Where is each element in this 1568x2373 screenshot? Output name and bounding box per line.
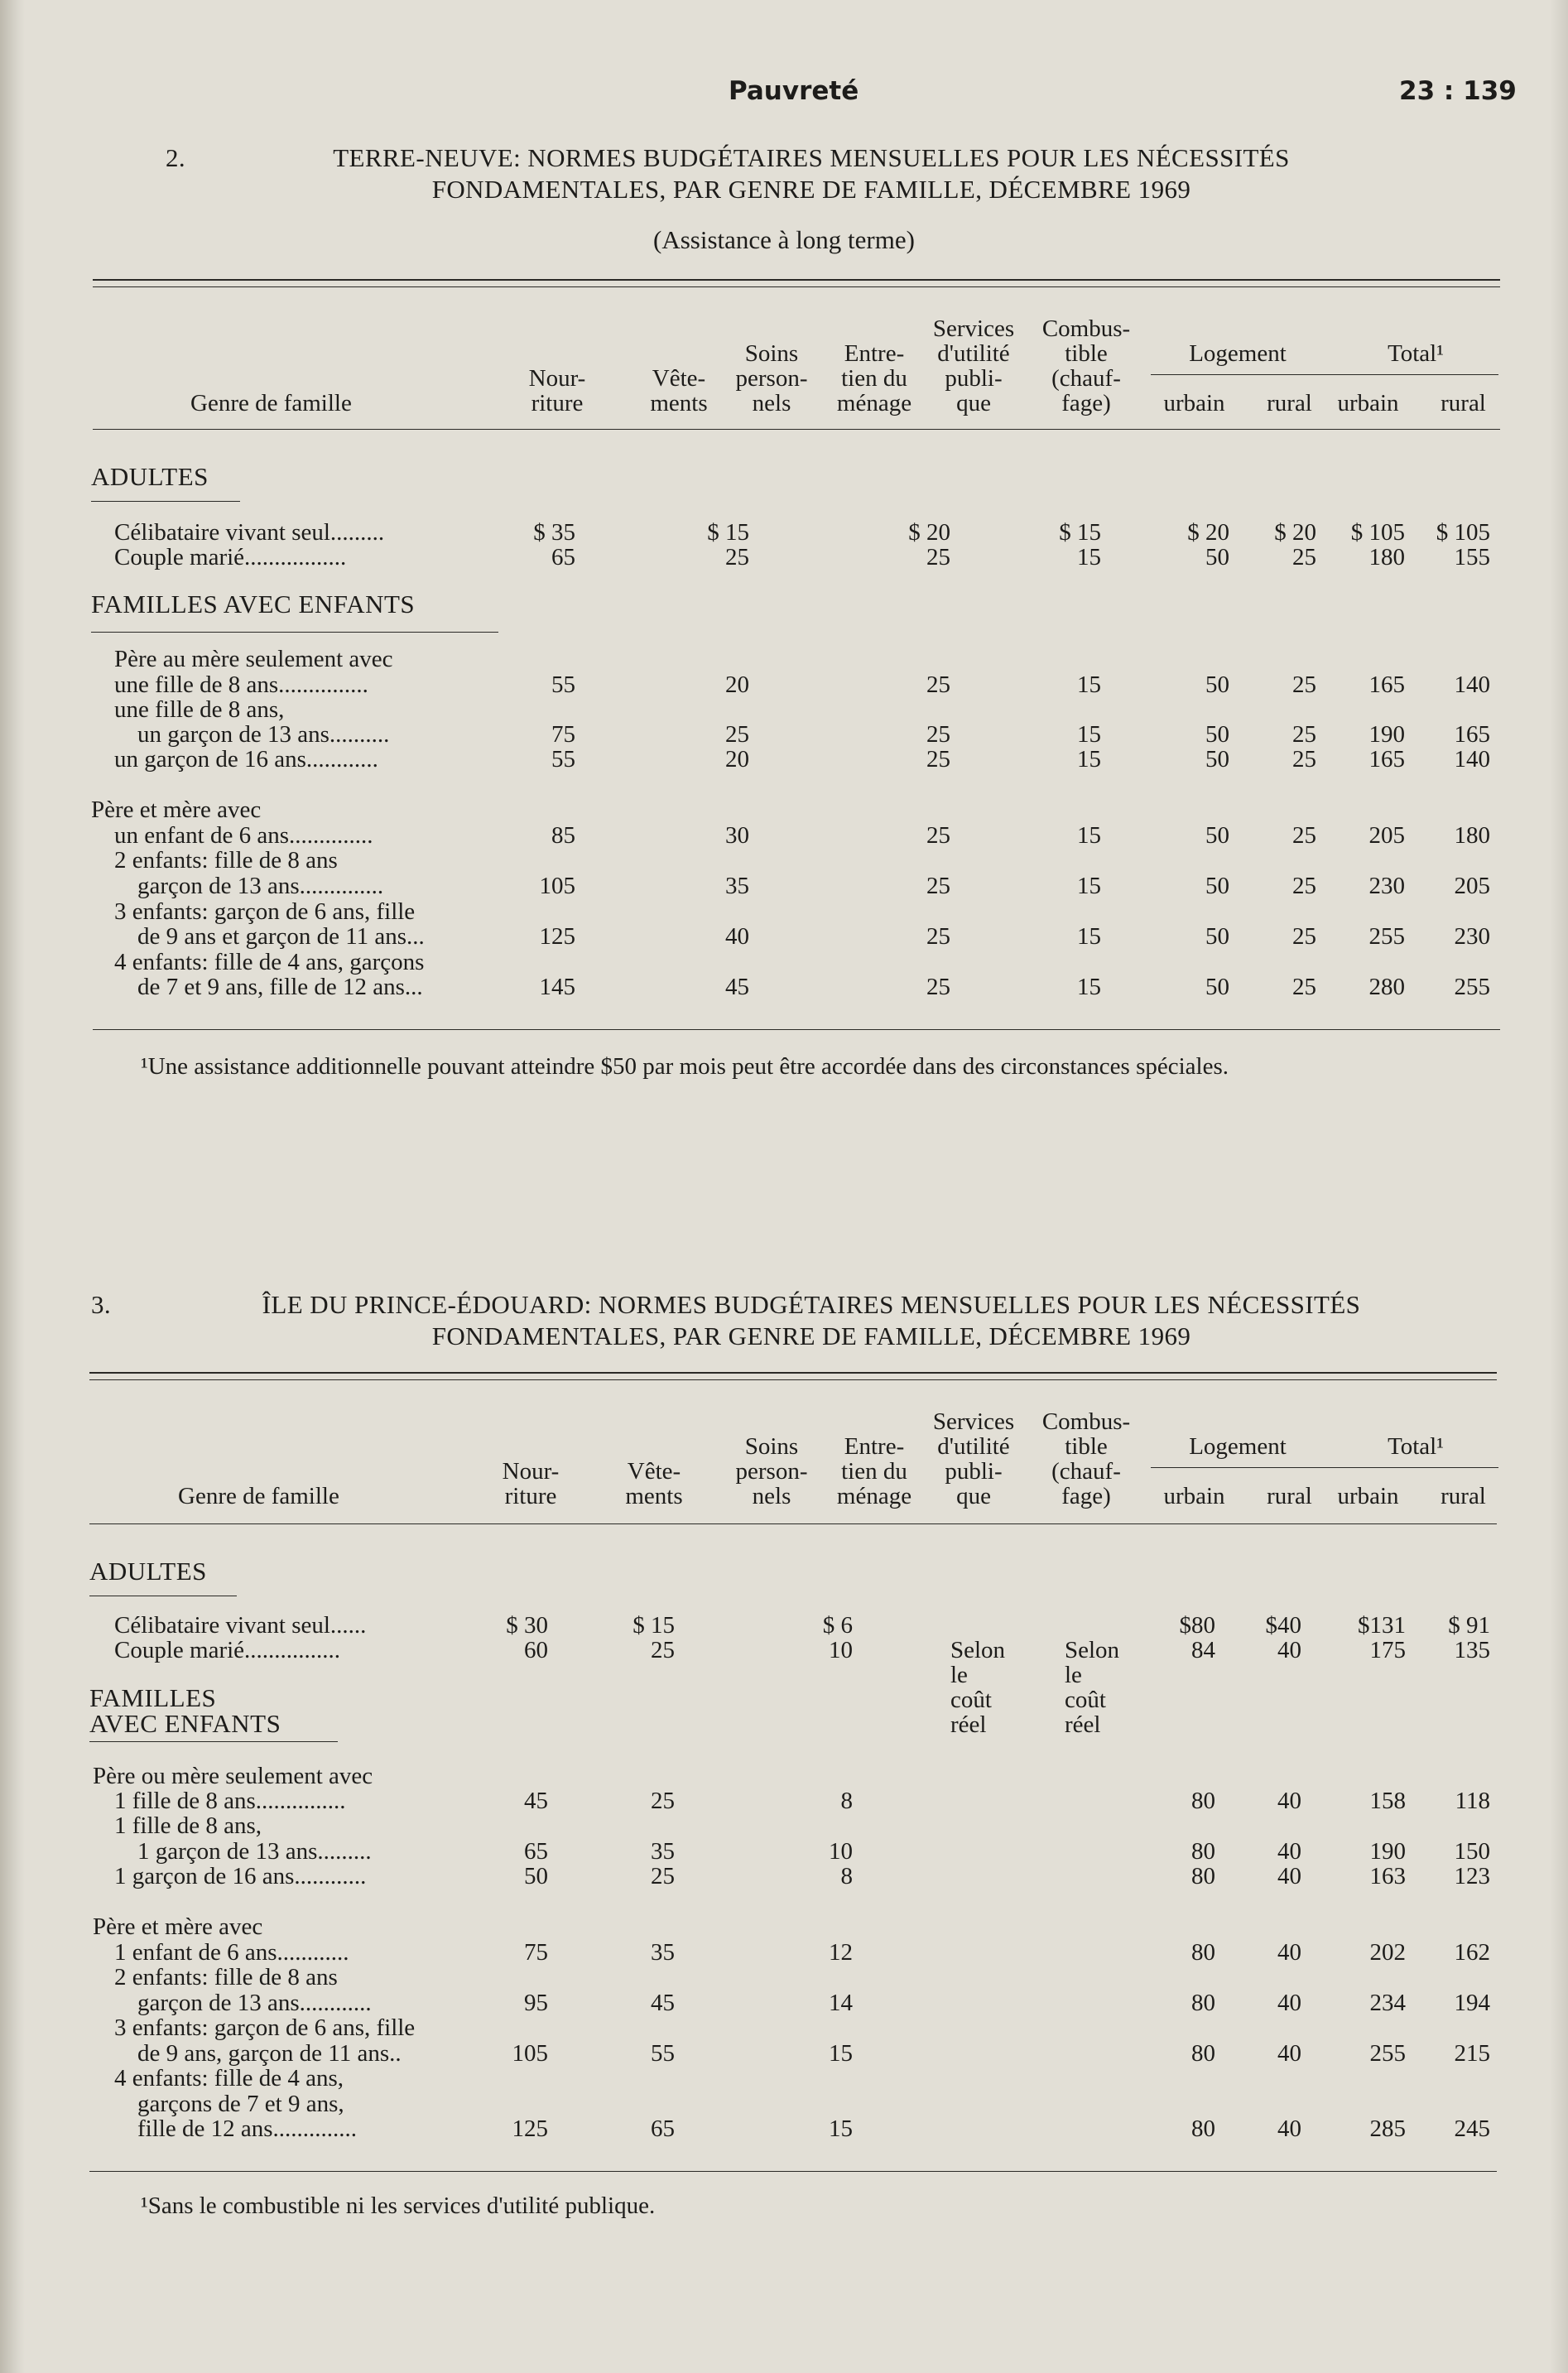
cell: 40 [725,923,749,950]
section-familles-1: FAMILLES [89,1683,217,1712]
header-soins-2: person- [735,1458,808,1485]
cell: 35 [651,1838,675,1865]
cell: 50 [524,1863,548,1889]
header-total: Total¹ [1388,340,1444,367]
cell: 230 [1454,923,1490,950]
header-total-urbain: urbain [1337,390,1399,416]
cell: 12 [829,1939,853,1966]
cell: 8 [840,1788,853,1814]
header-services-4: que [956,390,991,416]
table2-top-rule [93,279,1500,281]
table3-title-line2: FONDAMENTALES, PAR GENRE DE FAMILLE, DÉCEMBRE 1969 [431,1321,1191,1350]
header-entretien-3: ménage [836,1483,912,1509]
table3-header-rule [89,1523,1497,1524]
header-logement-rural: rural [1267,1483,1312,1509]
cell: 80 [1191,2040,1215,2067]
cell: 50 [1205,873,1229,899]
combustible-selon-cout-reel: le [1065,1662,1082,1688]
cell: 40 [1277,1788,1301,1814]
cell: 140 [1454,746,1490,773]
table3-top-rule-2 [89,1379,1497,1380]
header-soins-2: person- [735,365,808,392]
row-label: garçons de 7 et 9 ans, [137,2091,344,2117]
cell: 25 [926,873,950,899]
header-nourriture-2: riture [531,390,584,416]
cell: 190 [1369,1838,1406,1865]
header-combustible-4: fage) [1061,390,1111,416]
cell: $ 105 [1350,519,1405,546]
row-label: 3 enfants: garçon de 6 ans, fille [114,898,416,925]
cell: 95 [524,1990,548,2016]
section-adultes: ADULTES [89,1557,207,1586]
combustible-selon-cout-reel: coût [1065,1687,1106,1713]
row-label: un enfant de 6 ans.............. [114,822,373,849]
cell: 25 [1292,974,1316,1000]
cell: $ 20 [908,519,950,546]
cell: 150 [1454,1838,1490,1865]
services-selon-cout-reel: coût [950,1687,992,1713]
cell: $ 6 [822,1612,853,1639]
row-label: un garçon de 16 ans............ [114,746,378,773]
cell: 234 [1369,1990,1406,2016]
cell: 40 [1277,1838,1301,1865]
row-label: 2 enfants: fille de 8 ans [114,847,338,874]
header-logement-total-rule [1151,1467,1498,1468]
cell: 140 [1454,671,1490,698]
row-label: Couple marié................ [114,1637,341,1663]
cell: 255 [1369,2040,1406,2067]
cell: 50 [1205,544,1229,570]
header-entretien-1: Entre- [844,1433,905,1460]
cell: $ 15 [632,1612,675,1639]
cell: 65 [524,1838,548,1865]
section-familles: FAMILLES AVEC ENFANTS [91,590,416,619]
cell: 25 [926,746,950,773]
header-soins-3: nels [752,1483,791,1509]
row-label: 4 enfants: fille de 4 ans, garçons [114,949,425,975]
row-label: une fille de 8 ans, [114,696,285,723]
header-logement-urbain: urbain [1163,1483,1225,1509]
cell: 25 [926,721,950,748]
header-entretien-2: tien du [841,1458,907,1485]
cell: 80 [1191,1788,1215,1814]
table2-number: 2. [166,143,186,172]
row-label: 2 enfants: fille de 8 ans [114,1964,338,1990]
cell: 50 [1205,721,1229,748]
row-label: garçon de 13 ans............ [137,1990,372,2016]
cell: 45 [725,974,749,1000]
header-services-2: d'utilité [937,1433,1010,1460]
running-header: Pauvreté [729,76,859,106]
table2-bottom-rule [93,1029,1500,1030]
table3-number: 3. [91,1290,112,1319]
row-label: garçon de 13 ans.............. [137,873,384,899]
cell: 15 [829,2115,853,2142]
header-services-1: Services [932,1408,1015,1435]
header-soins-1: Soins [744,340,799,367]
page-edge-shadow [1550,0,1568,2373]
cell: 20 [725,671,749,698]
combustible-selon-cout-reel: Selon [1065,1637,1120,1663]
cell: 15 [1077,671,1101,698]
header-services-4: que [956,1483,991,1509]
cell: 25 [1292,746,1316,773]
cell: 50 [1205,746,1229,773]
cell: 15 [1077,746,1101,773]
cell: 163 [1369,1863,1406,1889]
cell: 165 [1368,671,1405,698]
header-vetements-2: ments [650,390,708,416]
header-total: Total¹ [1388,1433,1444,1460]
cell: 25 [1292,671,1316,698]
cell: 125 [512,2115,548,2142]
cell: 175 [1369,1637,1406,1663]
cell: 55 [551,746,575,773]
cell: 25 [725,721,749,748]
cell: 80 [1191,2115,1215,2142]
cell: 255 [1454,974,1490,1000]
header-combustible-1: Combus- [1041,315,1131,342]
cell: 55 [651,2040,675,2067]
cell: 40 [1277,2115,1301,2142]
cell: 80 [1191,1863,1215,1889]
header-logement-rural: rural [1267,390,1312,416]
header-soins-3: nels [752,390,791,416]
cell: 50 [1205,974,1229,1000]
cell: 80 [1191,1838,1215,1865]
header-combustible-4: fage) [1061,1483,1111,1509]
table2-footnote: ¹Une assistance additionnelle pouvant atteindre $50 par mois peut être accordée dans des circonstances spéciales. [141,1053,1229,1080]
cell: 123 [1454,1863,1490,1889]
header-genre: Genre de famille [190,390,352,416]
cell: $ 35 [533,519,575,546]
cell: 50 [1205,822,1229,849]
table3-title [91,1289,1457,1352]
header-logement-urbain: urbain [1163,390,1225,416]
row-label: fille de 12 ans.............. [137,2115,357,2142]
cell: $80 [1179,1612,1215,1639]
row-label: une fille de 8 ans............... [114,671,368,698]
row-label: 1 fille de 8 ans............... [114,1788,346,1814]
header-total-urbain: urbain [1337,1483,1399,1509]
cell: 245 [1454,2115,1490,2142]
cell: 80 [1191,1939,1215,1966]
cell: $ 15 [707,519,749,546]
row-label: Célibataire vivant seul......... [114,519,385,546]
table2-title-line2: FONDAMENTALES, PAR GENRE DE FAMILLE, DÉCEMBRE 1969 [431,175,1191,204]
group-pere-et-mere: Père et mère avec [93,1913,263,1940]
section-adultes: ADULTES [91,462,209,491]
header-vetements-2: ments [625,1483,683,1509]
cell: 25 [1292,822,1316,849]
header-logement: Logement [1189,1433,1287,1460]
table2-title [166,142,1457,205]
header-entretien-1: Entre- [844,340,905,367]
cell: 75 [551,721,575,748]
cell: 285 [1369,2115,1406,2142]
services-selon-cout-reel: réel [950,1711,987,1738]
cell: 105 [539,873,575,899]
page-number: 23 : 139 [1399,76,1517,106]
header-total-rural: rural [1441,1483,1486,1509]
cell: 205 [1454,873,1490,899]
header-logement-total-rule [1151,374,1498,375]
header-combustible-2: tible [1065,1433,1108,1460]
cell: 155 [1454,544,1490,570]
header-total-rural: rural [1441,390,1486,416]
cell: 165 [1368,746,1405,773]
row-label: Couple marié................. [114,544,347,570]
cell: 230 [1368,873,1405,899]
cell: 45 [651,1990,675,2016]
header-soins-1: Soins [744,1433,799,1460]
cell: 25 [926,974,950,1000]
header-services-2: d'utilité [937,340,1010,367]
cell: 15 [1077,721,1101,748]
cell: 40 [1277,1863,1301,1889]
cell: 45 [524,1788,548,1814]
cell: 25 [651,1637,675,1663]
cell: 25 [651,1863,675,1889]
table2-title-line1: TERRE-NEUVE: NORMES BUDGÉTAIRES MENSUELLES POUR LES NÉCESSITÉS [333,143,1290,172]
cell: 14 [829,1990,853,2016]
table2-header-rule [93,429,1500,430]
table3-top-rule [89,1372,1497,1374]
cell: 65 [551,544,575,570]
cell: 180 [1454,822,1490,849]
header-combustible-1: Combus- [1041,1408,1131,1435]
cell: 194 [1454,1990,1490,2016]
cell: 25 [1292,923,1316,950]
table3-title-line1: ÎLE DU PRINCE-ÉDOUARD: NORMES BUDGÉTAIRES MENSUELLES POUR LES NÉCESSITÉS [262,1290,1361,1319]
cell: 180 [1368,544,1405,570]
header-nourriture-1: Nour- [528,365,586,392]
cell: 15 [829,2040,853,2067]
services-selon-cout-reel: le [950,1662,968,1688]
cell: $ 20 [1274,519,1316,546]
section-underline [91,632,498,633]
cell: 35 [725,873,749,899]
cell: 25 [651,1788,675,1814]
group-pere-ou-mere: Père au mère seulement avec [114,646,393,672]
cell: 118 [1455,1788,1490,1814]
cell: 25 [926,544,950,570]
cell: $ 30 [506,1612,548,1639]
cell: 10 [829,1637,853,1663]
header-services-1: Services [932,315,1015,342]
cell: 10 [829,1838,853,1865]
row-label: 4 enfants: fille de 4 ans, [114,2065,344,2091]
cell: 15 [1077,544,1101,570]
row-label: un garçon de 13 ans.......... [137,721,390,748]
cell: 25 [1292,544,1316,570]
row-label: 1 garçon de 16 ans............ [114,1863,367,1889]
row-label: 1 enfant de 6 ans............ [114,1939,349,1966]
header-services-3: publi- [945,365,1003,392]
header-genre: Genre de famille [178,1483,339,1509]
cell: 165 [1454,721,1490,748]
cell: 40 [1277,2040,1301,2067]
cell: 202 [1369,1939,1406,1966]
cell: 280 [1368,974,1405,1000]
page-binding-shadow [0,0,25,2373]
cell: 84 [1191,1637,1215,1663]
cell: 25 [1292,721,1316,748]
cell: 15 [1077,822,1101,849]
cell: 25 [926,822,950,849]
header-nourriture-2: riture [504,1483,557,1509]
section-underline [91,501,240,502]
header-combustible-3: (chauf- [1051,365,1121,392]
cell: 125 [539,923,575,950]
cell: 15 [1077,873,1101,899]
cell: 25 [725,544,749,570]
section-underline [89,1741,338,1742]
header-logement: Logement [1189,340,1287,367]
cell: 40 [1277,1637,1301,1663]
cell: 55 [551,671,575,698]
cell: 205 [1368,822,1405,849]
cell: 35 [651,1939,675,1966]
cell: $ 91 [1448,1612,1490,1639]
cell: 75 [524,1939,548,1966]
header-entretien-2: tien du [841,365,907,392]
row-label: 3 enfants: garçon de 6 ans, fille [114,2014,416,2041]
row-label: Célibataire vivant seul...... [114,1612,367,1639]
cell: $ 20 [1187,519,1229,546]
cell: 25 [926,671,950,698]
cell: 85 [551,822,575,849]
cell: $ 105 [1436,519,1490,546]
cell: 162 [1454,1939,1490,1966]
cell: 50 [1205,671,1229,698]
row-label: 1 garçon de 13 ans......... [137,1838,372,1865]
cell: 25 [926,923,950,950]
header-nourriture-1: Nour- [502,1458,560,1485]
cell: 8 [840,1863,853,1889]
table2-subtitle: (Assistance à long terme) [653,225,915,254]
cell: 15 [1077,923,1101,950]
header-combustible-3: (chauf- [1051,1458,1121,1485]
cell: $40 [1265,1612,1301,1639]
cell: 20 [725,746,749,773]
cell: 145 [539,974,575,1000]
group-pere-et-mere: Père et mère avec [91,797,262,823]
cell: 40 [1277,1939,1301,1966]
group-pere-ou-mere: Père ou mère seulement avec [93,1763,373,1789]
header-combustible-2: tible [1065,340,1108,367]
combustible-selon-cout-reel: réel [1065,1711,1101,1738]
cell: 30 [725,822,749,849]
cell: 25 [1292,873,1316,899]
header-vetements-1: Vête- [652,365,706,392]
row-label: 1 fille de 8 ans, [114,1812,262,1839]
cell: 50 [1205,923,1229,950]
row-label: de 9 ans et garçon de 11 ans... [137,923,425,950]
header-vetements-1: Vête- [627,1458,681,1485]
row-label: de 7 et 9 ans, fille de 12 ans... [137,974,423,1000]
cell: 135 [1454,1637,1490,1663]
cell: 215 [1454,2040,1490,2067]
cell: 15 [1077,974,1101,1000]
table2-top-rule-2 [93,286,1500,287]
cell: 60 [524,1637,548,1663]
cell: $131 [1358,1612,1406,1639]
table3-footnote: ¹Sans le combustible ni les services d'utilité publique. [141,2192,656,2219]
services-selon-cout-reel: Selon [950,1637,1006,1663]
header-services-3: publi- [945,1458,1003,1485]
cell: 105 [512,2040,548,2067]
cell: 255 [1368,923,1405,950]
row-label: de 9 ans, garçon de 11 ans.. [137,2040,402,2067]
cell: 190 [1368,721,1405,748]
section-familles-2: AVEC ENFANTS [89,1709,281,1738]
cell: 158 [1369,1788,1406,1814]
cell: $ 15 [1059,519,1101,546]
table3-bottom-rule [89,2171,1497,2172]
header-entretien-3: ménage [836,390,912,416]
cell: 40 [1277,1990,1301,2016]
cell: 80 [1191,1990,1215,2016]
cell: 65 [651,2115,675,2142]
